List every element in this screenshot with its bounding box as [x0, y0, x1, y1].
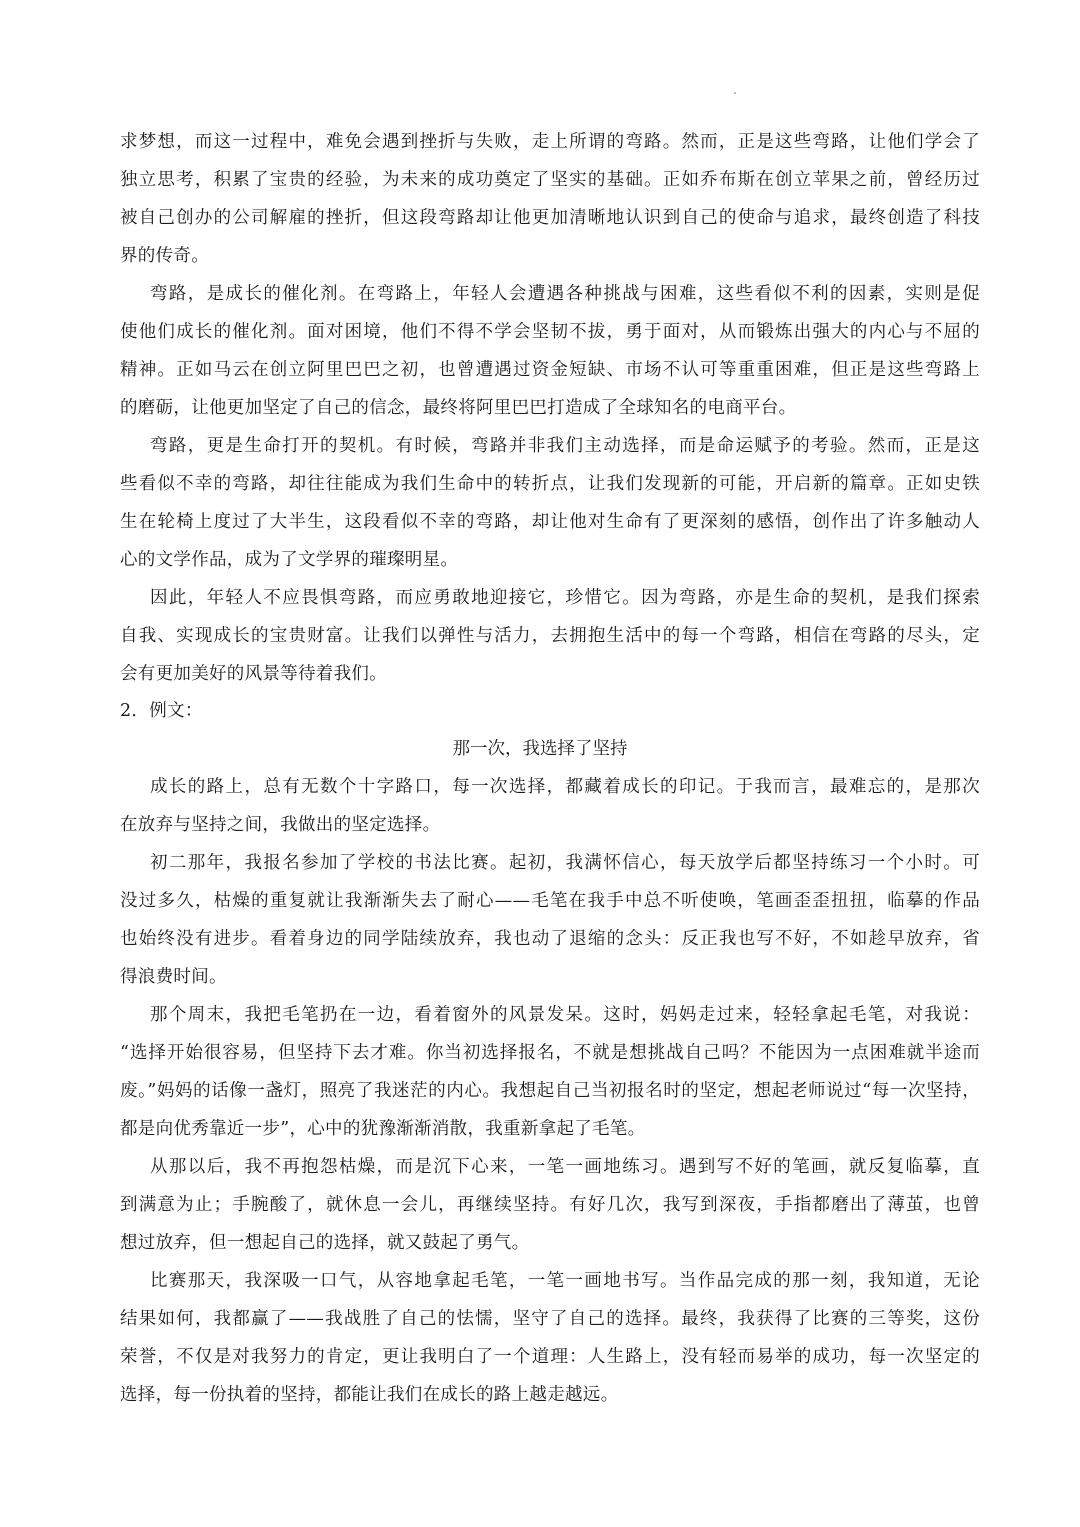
text-line: 独立思考，积累了宝贵的经验，为未来的成功奠定了坚实的基础。正如乔布斯在创立苹果之前，曾经历过	[120, 170, 980, 190]
text-line: 因此，年轻人不应畏惧弯路，而应勇敢地迎接它，珍惜它。因为弯路，亦是生命的契机，是我们探索	[150, 588, 980, 608]
text-line: 的磨砺，让他更加坚定了自己的信念，最终将阿里巴巴打造成了全球知名的电商平台。	[120, 398, 797, 418]
text-line: 弯路，是成长的催化剂。在弯路上，年轻人会遭遇各种挑战与困难，这些看似不利的因素，实则是促	[150, 284, 980, 304]
text-line: 些看似不幸的弯路，却往往能成为我们生命中的转折点，让我们发现新的可能，开启新的篇章。正如史铁	[120, 474, 980, 494]
text-line: 那个周末，我把毛笔扔在一边，看着窗外的风景发呆。这时，妈妈走过来，轻轻拿起毛笔，对我说：	[150, 1005, 980, 1025]
text-line: 界的传奇。	[120, 246, 209, 266]
text-line: “选择开始很容易，但坚持下去才难。你当初选择报名，不就是想挑战自己吗？不能因为一点困难就半途而	[120, 1043, 980, 1063]
text-line: 废。”妈妈的话像一盏灯，照亮了我迷茫的内心。我想起自己当初报名时的坚定，想起老师说过“每一次坚持，	[120, 1081, 980, 1101]
text-line: 求梦想，而这一过程中，难免会遇到挫折与失败，走上所谓的弯路。然而，正是这些弯路，让他们学会了	[120, 132, 980, 152]
section-label: 2．例文：	[120, 701, 203, 721]
text-line: 自我、实现成长的宝贵财富。让我们以弹性与活力，去拥抱生活中的每一个弯路，相信在弯路的尽头，定	[120, 626, 980, 646]
text-line: 也始终没有进步。看着身边的同学陆续放弃，我也动了退缩的念头：反正我也写不好，不如趁早放弃，省	[120, 929, 980, 949]
text-line: 比赛那天，我深吸一口气，从容地拿起毛笔，一笔一画地书写。当作品完成的那一刻，我知道，无论	[150, 1271, 980, 1291]
text-line: 被自己创办的公司解雇的挫折，但这段弯路却让他更加清晰地认识到自己的使命与追求，最终创造了科技	[120, 208, 980, 228]
text-line: 使他们成长的催化剂。面对困境，他们不得不学会坚韧不拔，勇于面对，从而锻炼出强大的内心与不屈的	[120, 322, 980, 342]
text-line: 选择，每一份执着的坚持，都能让我们在成长的路上越走越远。	[120, 1385, 619, 1405]
text-line: 心的文学作品，成为了文学界的璀璨明星。	[120, 550, 459, 570]
text-line: 会有更加美好的风景等待着我们。	[120, 664, 387, 684]
text-line: 荣誉，不仅是对我努力的肯定，更让我明白了一个道理：人生路上，没有轻而易举的成功，每一次坚定的	[120, 1347, 980, 1367]
page-mark	[734, 92, 736, 94]
text-line: 精神。正如马云在创立阿里巴巴之初，也曾遭遇过资金短缺、市场不认可等重重困难，但正是这些弯路上	[120, 360, 980, 380]
text-line: 得浪费时间。	[120, 967, 227, 987]
text-line: 初二那年，我报名参加了学校的书法比赛。起初，我满怀信心，每天放学后都坚持练习一个小时。可	[150, 853, 980, 873]
text-line: 没过多久，枯燥的重复就让我渐渐失去了耐心——毛笔在我手中总不听使唤，笔画歪歪扭扭，临摹的作品	[120, 891, 980, 911]
text-line: 生在轮椅上度过了大半生，这段看似不幸的弯路，却让他对生命有了更深刻的感悟，创作出了许多触动人	[120, 512, 980, 532]
text-line: 在放弃与坚持之间，我做出的坚定选择。	[120, 815, 441, 835]
essay-title: 那一次，我选择了坚持	[452, 739, 628, 759]
text-line: 结果如何，我都赢了——我战胜了自己的怯懦，坚守了自己的选择。最终，我获得了比赛的三等奖，这份	[120, 1309, 980, 1329]
text-line: 成长的路上，总有无数个十字路口，每一次选择，都藏着成长的印记。于我而言，最难忘的，是那次	[150, 777, 980, 797]
text-line: 从那以后，我不再抱怨枯燥，而是沉下心来，一笔一画地练习。遇到写不好的笔画，就反复临摹，直	[150, 1157, 980, 1177]
text-line: 弯路，更是生命打开的契机。有时候，弯路并非我们主动选择，而是命运赋予的考验。然而，正是这	[150, 436, 980, 456]
text-line: 到满意为止；手腕酸了，就休息一会儿，再继续坚持。有好几次，我写到深夜，手指都磨出了薄茧，也曾	[120, 1195, 980, 1215]
text-line: 想过放弃，但一想起自己的选择，就又鼓起了勇气。	[120, 1233, 530, 1253]
text-line: 都是向优秀靠近一步”，心中的犹豫渐渐消散，我重新拿起了毛笔。	[120, 1119, 646, 1139]
